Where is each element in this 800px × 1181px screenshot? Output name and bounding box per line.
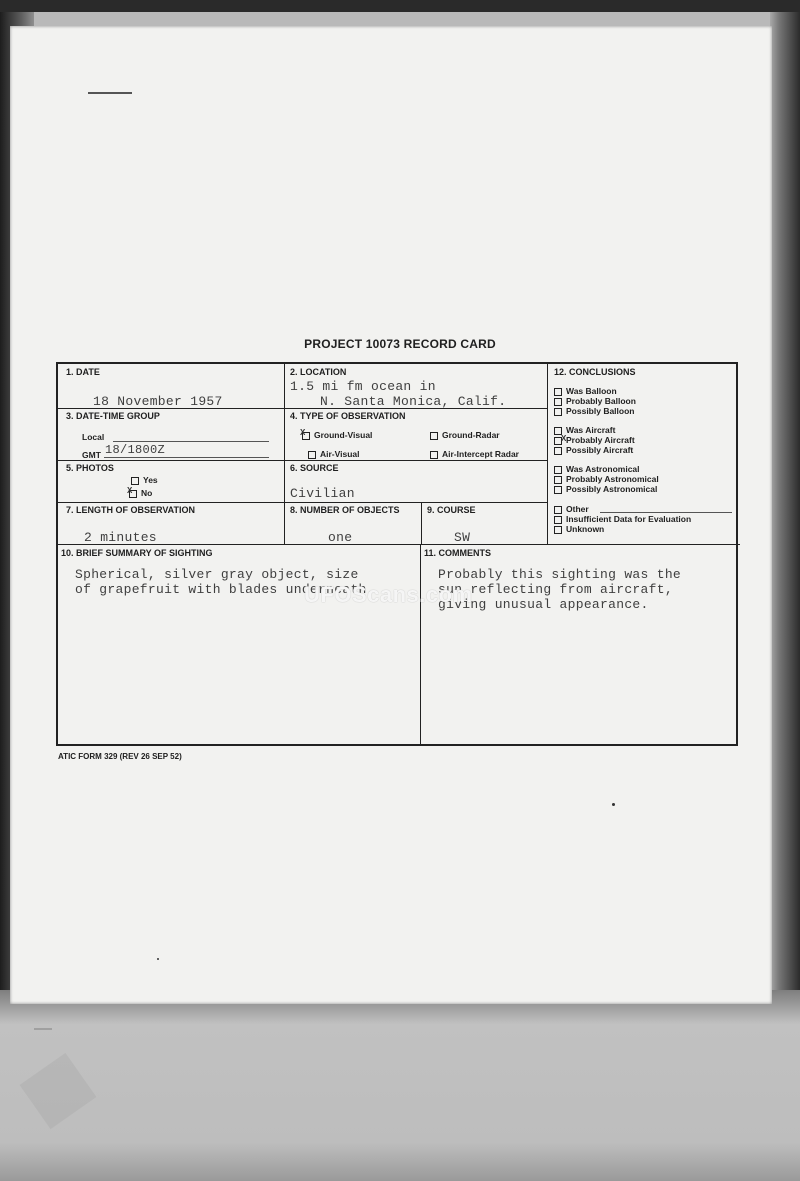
source-label: 6. SOURCE [290,463,339,473]
conclusions-label: 12. CONCLUSIONS [554,367,636,377]
ground-visual-check: X [300,428,306,437]
dtg-label: 3. DATE-TIME GROUP [66,411,160,421]
card-title: PROJECT 10073 RECORD CARD [304,337,496,351]
comments-line3: giving unusual appearance. [438,597,649,612]
local-label: Local [82,432,105,442]
location-line1: 1.5 mi fm ocean in [290,379,436,394]
course-label: 9. COURSE [427,505,476,515]
photos-label: 5. PHOTOS [66,463,114,473]
conclusion-item: Probably Balloon [554,396,636,406]
speck [612,803,615,806]
photos-yes-option: Yes [131,475,158,485]
conclusion-item: Probably Aircraft [554,435,635,445]
source-value: Civilian [290,486,355,501]
comments-line1: Probably this sighting was the [438,567,682,582]
objects-value: one [328,530,353,545]
summary-line1: Spherical, silver gray object, size [75,567,359,582]
air-visual-option: Air-Visual [308,449,360,459]
speck [157,958,159,960]
conclusion-item: Other [554,504,589,514]
probably-aircraft-check: X [561,434,567,443]
type-label: 4. TYPE OF OBSERVATION [290,411,406,421]
photos-no-check: X [127,486,133,495]
record-form [56,362,738,746]
comments-label: 11. COMMENTS [424,548,492,558]
conclusion-item: Possibly Balloon [554,406,635,416]
date-value: 18 November 1957 [93,394,223,409]
photos-no-option: No [129,488,152,498]
film-mark [34,1028,52,1030]
conclusion-item: Unknown [554,524,604,534]
objects-label: 8. NUMBER OF OBJECTS [290,505,400,515]
location-line2: N. Santa Monica, Calif. [320,394,507,409]
conclusion-item: Insufficient Data for Evaluation [554,514,691,524]
ground-radar-option: Ground-Radar [430,430,500,440]
course-value: SW [454,530,471,545]
conclusion-item: Possibly Aircraft [554,445,633,455]
summary-label: 10. BRIEF SUMMARY OF SIGHTING [61,548,213,558]
ground-visual-option: Ground-Visual [302,430,372,440]
date-label: 1. DATE [66,367,100,377]
summary-line2: of grapefruit with blades underneath. [75,582,375,597]
air-intercept-option: Air-Intercept Radar [430,449,519,459]
conclusion-item: Was Aircraft [554,425,615,435]
comments-line2: sun reflecting from aircraft, [438,582,673,597]
length-label: 7. LENGTH OF OBSERVATION [66,505,196,515]
conclusion-item: Was Astronomical [554,464,640,474]
scan-watermark: UFOScans.com [304,582,473,607]
scan-top-edge [0,0,800,12]
gmt-label: GMT [82,450,101,460]
length-value: 2 minutes [84,530,157,545]
scan-right-edge [770,12,800,1002]
conclusion-item: Possibly Astronomical [554,484,657,494]
conclusion-item: Was Balloon [554,386,617,396]
form-footer: ATIC FORM 329 (REV 26 SEP 52) [58,752,182,761]
location-label: 2. LOCATION [290,367,347,377]
corner-mark [88,92,132,94]
gmt-value: 18/1800Z [105,443,166,457]
scan-lower-area [0,990,800,1181]
conclusion-item: Probably Astronomical [554,474,659,484]
